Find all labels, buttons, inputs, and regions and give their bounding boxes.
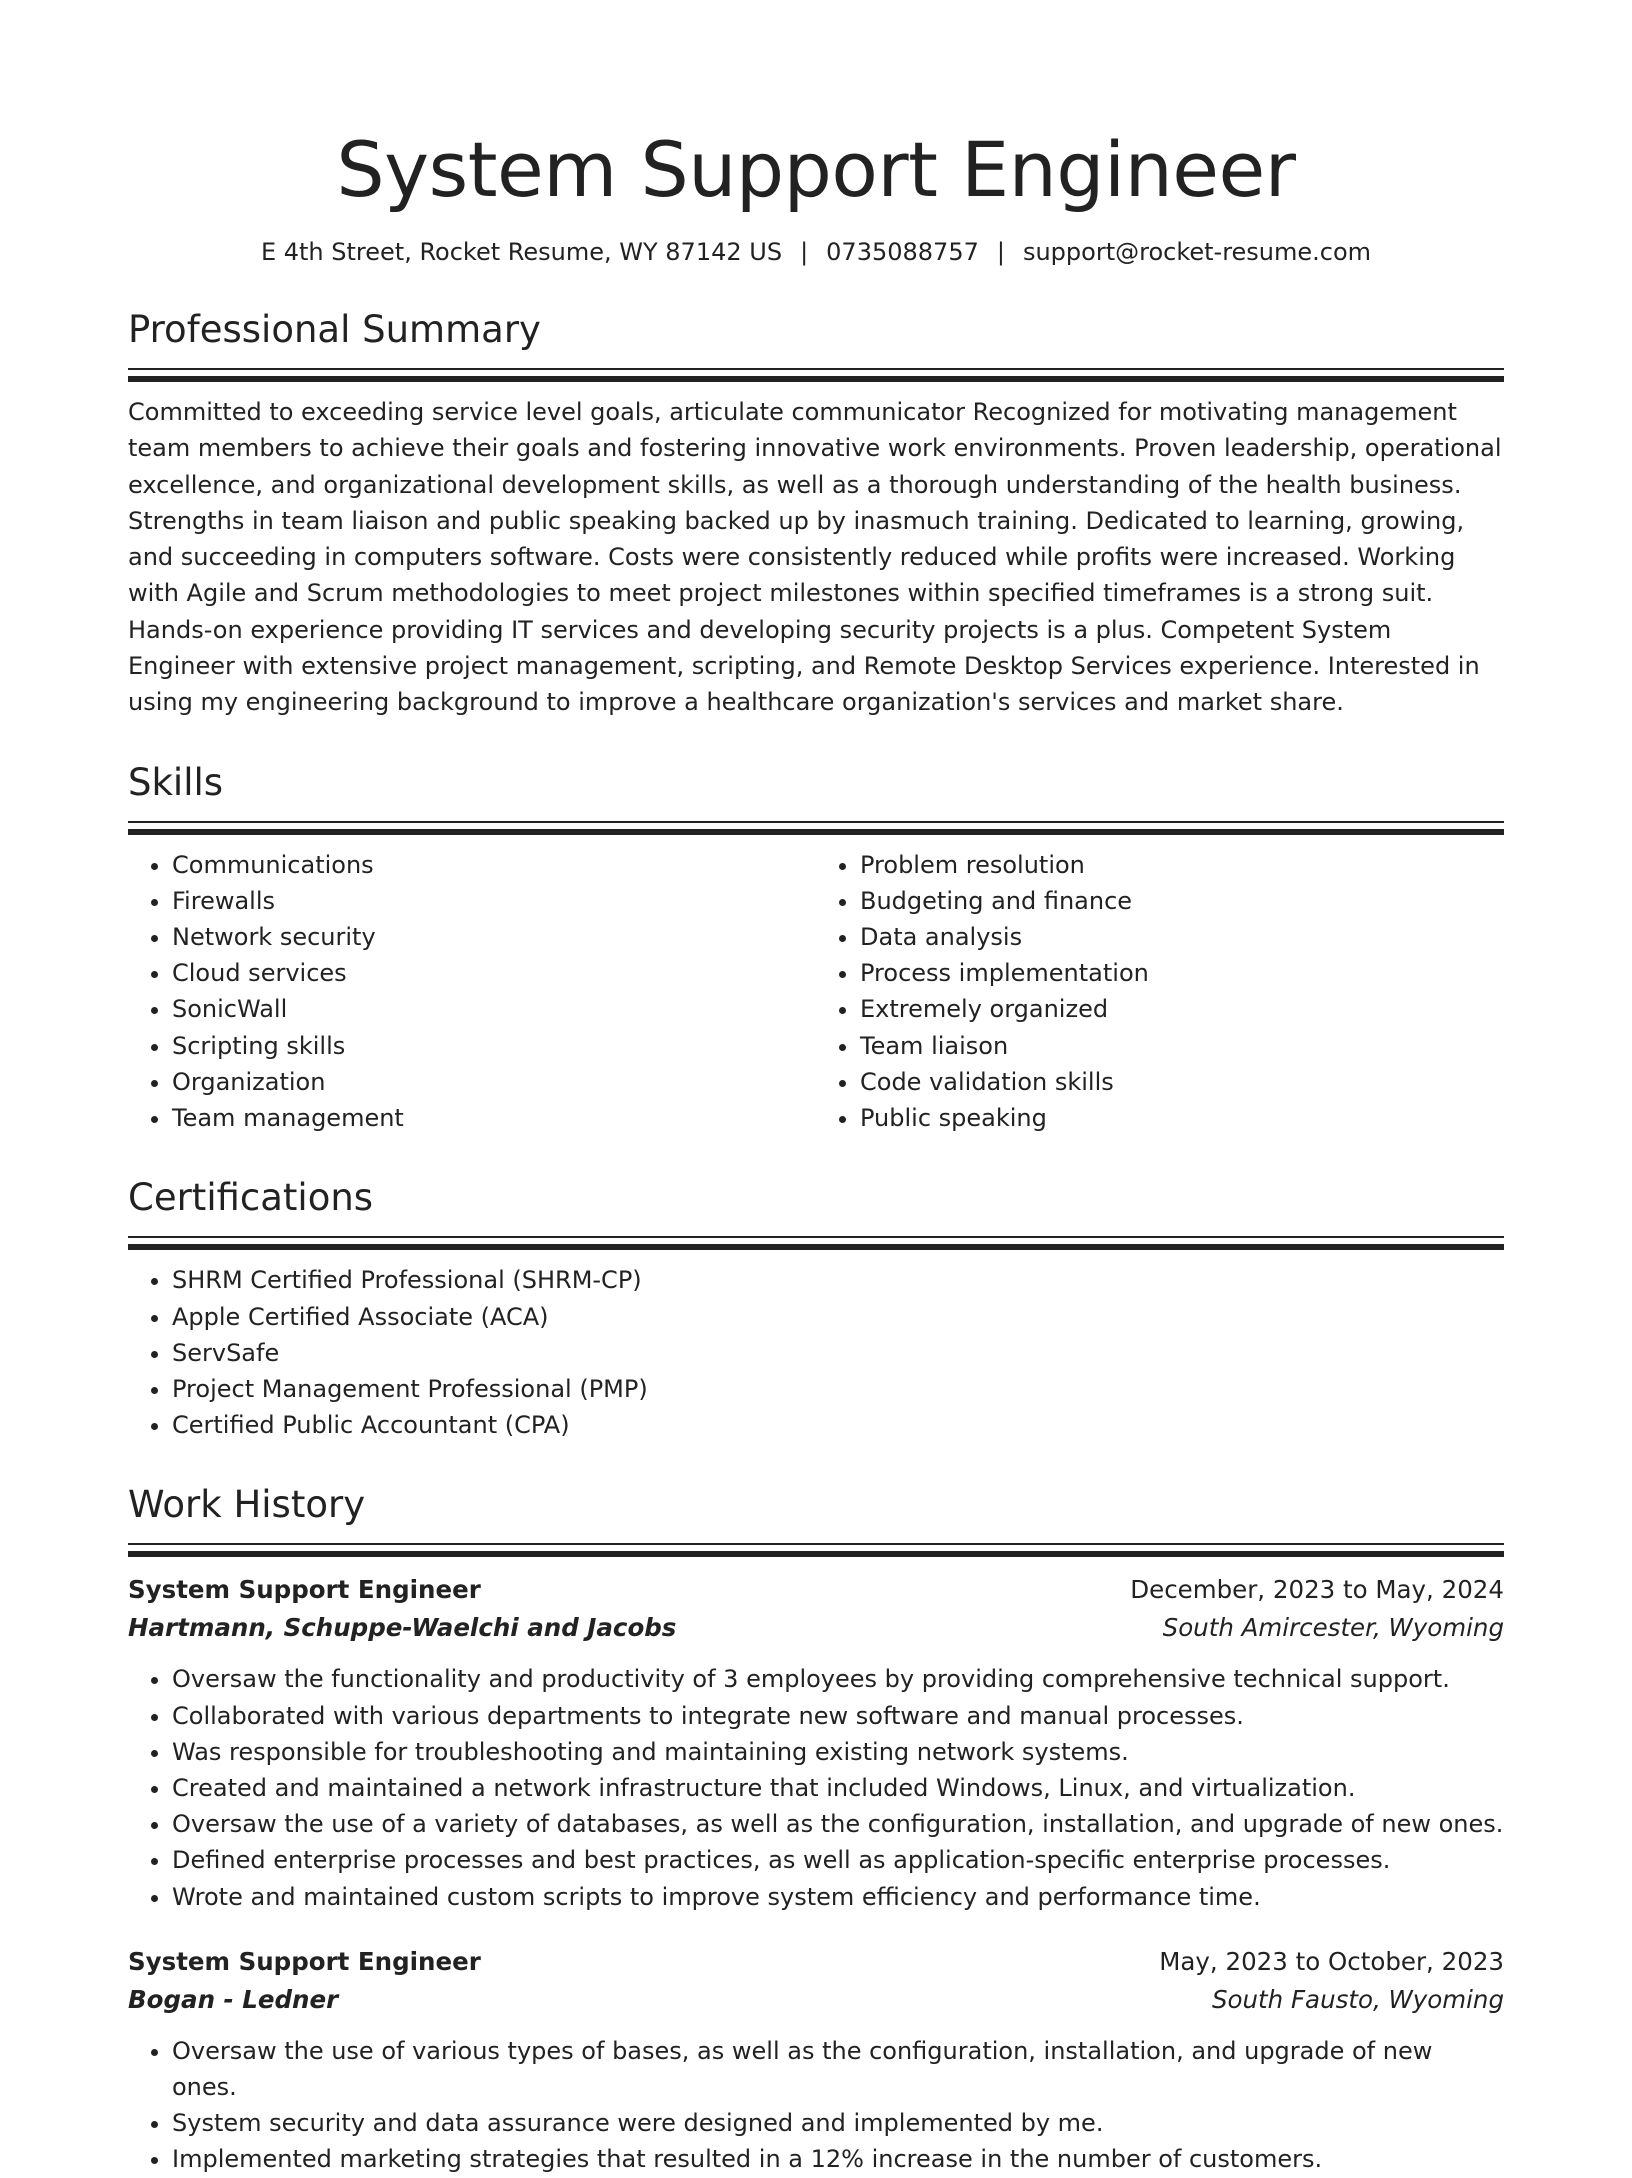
job-bullets xyxy=(128,2033,1504,2178)
skill-item: • Public speaking xyxy=(860,1100,1504,1136)
skill-item: • Extremely organized xyxy=(860,991,1504,1027)
certification-item: • Project Management Professional (PMP) xyxy=(172,1371,1504,1407)
certifications-list xyxy=(128,1262,1504,1443)
company-name: Hartmann, Schuppe-Waelchi and Jacobs xyxy=(128,1613,677,1643)
skill-item: • Scripting skills xyxy=(172,1028,816,1064)
address: E 4th Street, Rocket Resume, WY 87142 US xyxy=(260,238,783,266)
section-divider xyxy=(128,821,1504,835)
certification-item: • Apple Certified Associate (ACA) xyxy=(172,1299,1504,1335)
job-location: South Amircester, Wyoming xyxy=(1162,1613,1504,1643)
section-divider xyxy=(128,1543,1504,1557)
skills-list-right xyxy=(816,847,1504,1137)
certification-item: • SHRM Certified Professional (SHRM-CP) xyxy=(172,1262,1504,1298)
job-bullet: • Oversaw the use of various types of bases, as well as the configuration, installation, and upgrade of new ones. xyxy=(172,2033,1504,2105)
job-bullet: • Implemented marketing strategies that resulted in a 12% increase in the number of customers. xyxy=(172,2141,1504,2177)
section-title: Certifications xyxy=(128,1176,374,1220)
job-title: System Support Engineer xyxy=(128,1946,481,1976)
job-bullets xyxy=(128,1661,1504,1914)
job-dates: December, 2023 to May, 2024 xyxy=(1130,1575,1504,1605)
certifications-section xyxy=(128,1174,1504,1443)
candidate-name: System Support Engineer xyxy=(336,125,1296,214)
job-bullet: • Oversaw the functionality and productivity of 3 employees by providing comprehensive technical support. xyxy=(172,1661,1504,1697)
skill-item: • Budgeting and finance xyxy=(860,883,1504,919)
certification-item: • Certified Public Accountant (CPA) xyxy=(172,1407,1504,1443)
job-company-row xyxy=(128,1609,1504,1647)
section-divider xyxy=(128,1236,1504,1250)
skill-item: • Code validation skills xyxy=(860,1064,1504,1100)
skill-item: • Network security xyxy=(172,919,816,955)
job-dates: May, 2023 to October, 2023 xyxy=(1159,1946,1504,1976)
job-bullet: • Oversaw the use of a variety of databases, as well as the configuration, installation, and upgrade of new ones. xyxy=(172,1806,1504,1842)
email-link[interactable]: support@rocket-resume.com xyxy=(1022,238,1372,266)
job-bullet: • Created and maintained a network infrastructure that included Windows, Linux, and virtualization. xyxy=(172,1770,1504,1806)
resume-header xyxy=(128,0,1504,268)
job-title: System Support Engineer xyxy=(128,1575,481,1605)
job-bullet: • Was responsible for troubleshooting and maintaining existing network systems. xyxy=(172,1734,1504,1770)
skill-item: • Team management xyxy=(172,1100,816,1136)
job-entry xyxy=(128,1943,1504,2178)
section-title: Skills xyxy=(128,760,224,804)
job-bullet: • System security and data assurance were designed and implemented by me. xyxy=(172,2105,1504,2141)
job-bullet: • Wrote and maintained custom scripts to improve system efficiency and performance time. xyxy=(172,1879,1504,1915)
skill-item: • Process implementation xyxy=(860,955,1504,991)
job-bullet: • Collaborated with various departments to integrate new software and manual processes. xyxy=(172,1698,1504,1734)
phone: 0735088757 xyxy=(826,238,979,266)
skills-grid xyxy=(128,835,1504,1137)
summary-section xyxy=(128,306,1504,721)
company-name: Bogan - Ledner xyxy=(128,1984,339,2014)
skill-item: • Communications xyxy=(172,847,816,883)
skill-item: • Organization xyxy=(172,1064,816,1100)
certification-item: • ServSafe xyxy=(172,1335,1504,1371)
skills-section xyxy=(128,759,1504,1137)
contact-separator: | xyxy=(996,238,1005,266)
skills-list-left xyxy=(128,847,816,1137)
work-history-section xyxy=(128,1481,1504,2177)
job-location: South Fausto, Wyoming xyxy=(1211,1984,1504,2014)
section-title: Professional Summary xyxy=(128,308,541,351)
job-header-row xyxy=(128,1943,1504,1981)
job-bullet: • Defined enterprise processes and best practices, as well as application-specific enterprise processes. xyxy=(172,1842,1504,1878)
skill-item: • Cloud services xyxy=(172,955,816,991)
skill-item: • SonicWall xyxy=(172,991,816,1027)
contact-line xyxy=(128,236,1504,268)
job-company-row xyxy=(128,1981,1504,2019)
job-entry xyxy=(128,1571,1504,1914)
contact-separator: | xyxy=(800,238,809,266)
skill-item: • Data analysis xyxy=(860,919,1504,955)
summary-text: Committed to exceeding service level goals, articulate communicator Recognized for motivating management team members to achieve their goals and fostering innovative work environments. Proven leadership, operational excellence, and organizational development skills, as well as a thorough understanding of the health business. Strengths in team liaison and public speaking backed up by inasmuch training. Dedicated to learning, growing, and succeeding in computers software. Costs were consistently reduced while profits were increased. Working with Agile and Scrum methodologies to meet project milestones within specified timeframes is a strong suit. Hands-on experience providing IT services and developing security projects is a plus. Competent System Engineer with extensive project management, scripting, and Remote Desktop Services experience. Interested in using my engineering background to improve a healthcare organization's services and market share. xyxy=(128,398,1502,717)
skill-item: • Team liaison xyxy=(860,1028,1504,1064)
section-title: Work History xyxy=(128,1483,366,1527)
skill-item: • Firewalls xyxy=(172,883,816,919)
section-divider xyxy=(128,368,1504,382)
skill-item: • Problem resolution xyxy=(860,847,1504,883)
job-header-row xyxy=(128,1571,1504,1609)
